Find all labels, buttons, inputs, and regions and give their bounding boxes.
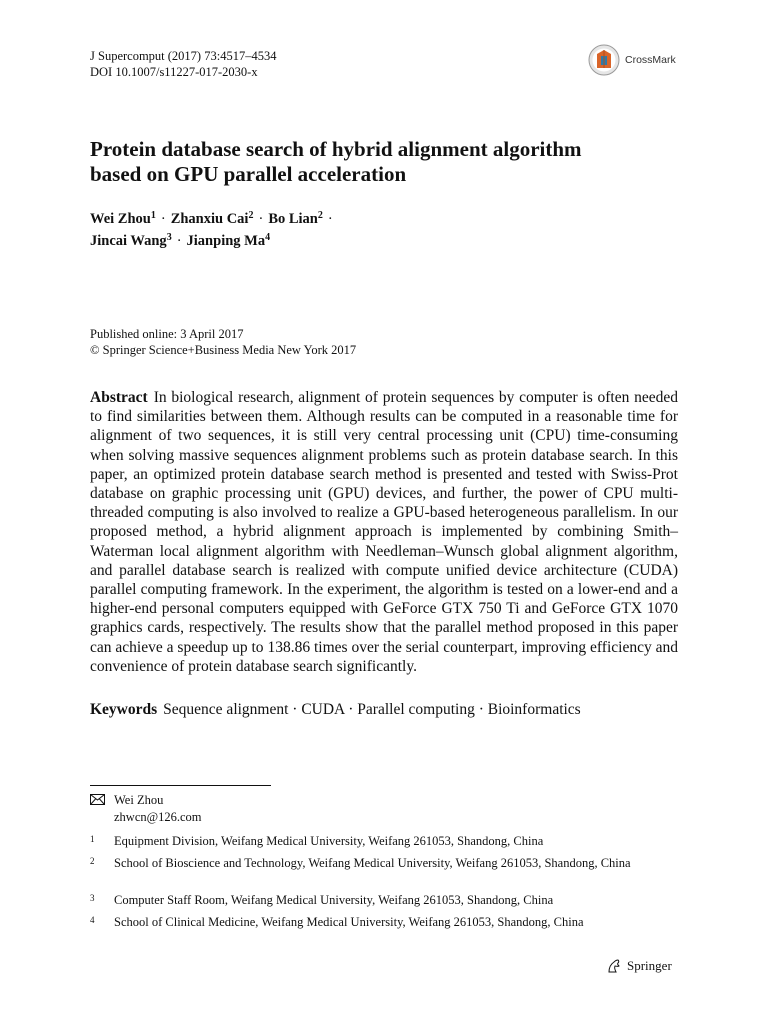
keywords-text: Sequence alignment · CUDA · Parallel computing · Bioinformatics [163, 701, 581, 718]
affiliation [90, 834, 650, 850]
copyright: © Springer Science+Business Media New York 2017 [90, 342, 357, 357]
affiliation-text: Computer Staff Room, Weifang Medical University, Weifang 261053, Shandong, China [114, 893, 554, 907]
author-separator: · [327, 211, 333, 227]
author-name: Zhanxiu Cai [170, 211, 249, 227]
affiliation [90, 856, 650, 872]
footnote-divider [90, 785, 271, 786]
journal-header [90, 48, 276, 80]
author-affiliation-mark: 3 [166, 232, 172, 243]
contact-email[interactable]: zhwcn@126.com [114, 809, 202, 824]
author-line [90, 208, 338, 230]
journal-citation: J Supercomput (2017) 73:4517–4534 [90, 49, 277, 63]
title-line: Protein database search of hybrid alignment algorithm [90, 137, 582, 161]
author-list [90, 208, 338, 252]
publisher-logo [606, 958, 672, 974]
author-separator: · [258, 211, 264, 227]
author-name: Jincai Wang [90, 233, 167, 249]
affiliation-number: 2 [90, 856, 95, 866]
author-line [90, 230, 338, 252]
title-line: based on GPU parallel acceleration [90, 162, 407, 186]
springer-horse-icon [606, 958, 622, 974]
author-name: Jianping Ma [186, 233, 266, 249]
crossmark-badge[interactable] [588, 43, 688, 77]
envelope-icon [90, 794, 106, 810]
keywords-label: Keywords [90, 701, 158, 718]
author-affiliation-mark: 2 [248, 210, 254, 221]
affiliation [90, 893, 650, 909]
publisher-name: Springer [627, 958, 672, 973]
contact-name: Wei Zhou [114, 793, 164, 807]
crossmark-label: CrossMark [625, 54, 676, 66]
abstract [90, 388, 678, 676]
publication-info [90, 327, 356, 358]
crossmark-icon [588, 44, 620, 76]
published-date: Published online: 3 April 2017 [90, 327, 244, 341]
abstract-text: In biological research, alignment of protein sequences by computer is often needed to find similarities between them. Although results can be computed in a reasonable time for alignment of two sequences, it is still very central processing unit (CPU) time-consuming when solving massive sequences alignment problems such as protein database search. In this paper, an optimized protein database search method is presented and tested with Swiss-Prot database on graphic processing unit (GPU) devices, and further, the power of CPU multi-threaded computing is also involved to realize a GPU-based heterogeneous parallelism. In our proposed method, a hybrid alignment approach is implemented by combining Smith–Waterman local alignment algorithm with Needleman–Wunsch global alignment algorithm, and parallel database search is realized with compute unified device architecture (CUDA) parallel computing framework. In the experiment, the algorithm is tested on a lower-end and a higher-end personal computers equipped with GeForce GTX 750 Ti and GeForce GTX 1070 graphics cards, respectively. The results show that the parallel method proposed in this paper can achieve a speedup up to 138.86 times over the serial counterpart, improving efficiency and convenience of protein database search significantly. [90, 389, 678, 675]
corresponding-author [90, 793, 202, 825]
author-separator: · [160, 211, 166, 227]
author-affiliation-mark: 2 [317, 210, 323, 221]
affiliation-text: School of Clinical Medicine, Weifang Medical University, Weifang 261053, Shandong, China [114, 915, 584, 929]
affiliation-number: 3 [90, 893, 95, 903]
author-name: Wei Zhou [90, 211, 151, 227]
affiliation [90, 915, 650, 931]
author-separator: · [176, 233, 182, 249]
affiliation-number: 1 [90, 834, 95, 844]
doi[interactable]: DOI 10.1007/s11227-017-2030-x [90, 65, 258, 79]
paper-title [90, 137, 690, 187]
affiliation-number: 4 [90, 915, 95, 925]
author-affiliation-mark: 1 [150, 210, 156, 221]
author-name: Bo Lian [268, 211, 318, 227]
abstract-label: Abstract [90, 389, 148, 406]
affiliation-text: Equipment Division, Weifang Medical University, Weifang 261053, Shandong, China [114, 834, 544, 848]
author-affiliation-mark: 4 [265, 232, 271, 243]
keywords [90, 700, 581, 720]
affiliation-text: School of Bioscience and Technology, Weifang Medical University, Weifang 261053, Shandong, China [114, 856, 631, 870]
